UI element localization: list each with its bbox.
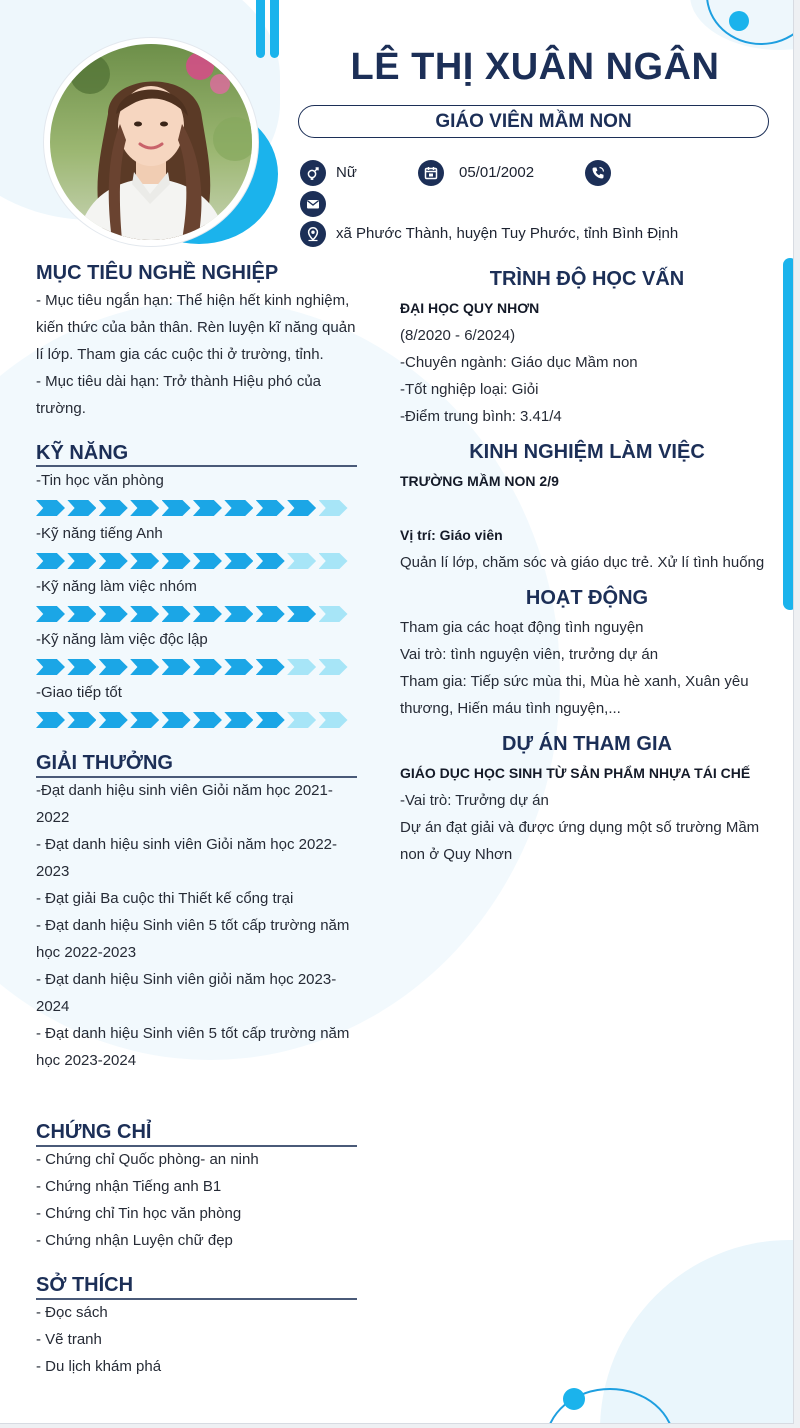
skill-chevron [224, 659, 253, 675]
activity-line: thương, Hiến máu tình nguyện,... [400, 700, 621, 717]
skill-chevron [36, 712, 65, 728]
skill-chevron [99, 659, 128, 675]
decor-ring [706, 0, 794, 45]
decor-dot [729, 11, 749, 31]
spacer [400, 495, 774, 522]
activity-line: Tham gia: Tiếp sức mùa thi, Mùa hè xanh, Xuân yêu [400, 673, 749, 690]
skill-chevron [67, 659, 96, 675]
education-line: -Chuyên ngành: Giáo dục Mầm non [400, 354, 638, 371]
skill-chevron [36, 659, 65, 675]
activities-text [400, 614, 774, 722]
role-line: Vị trí: Giáo viên [400, 527, 503, 543]
awards-title: GIẢI THƯỞNG [36, 752, 173, 774]
skill-chevron [99, 553, 128, 569]
award-line: - Đạt danh hiệu Sinh viên 5 tốt cấp trường năm [36, 917, 350, 934]
hobby-line: - Vẽ tranh [36, 1331, 102, 1348]
skill-label: -Tin học văn phòng [36, 472, 164, 489]
skill-chevron [36, 606, 65, 622]
skill-chevron [319, 553, 348, 569]
skill-chevron [224, 553, 253, 569]
gender-value: Nữ [336, 164, 357, 181]
location-icon [300, 221, 326, 247]
skill-chevron [130, 606, 159, 622]
award-line: 2024 [36, 998, 70, 1015]
profile-photo [50, 44, 252, 240]
objective-title: MỤC TIÊU NGHỀ NGHIỆP [36, 262, 279, 284]
education-line: -Tốt nghiệp loại: Giỏi [400, 381, 539, 398]
award-line: - Đạt danh hiệu Sinh viên 5 tốt cấp trường năm [36, 1025, 350, 1042]
projects-title: DỰ ÁN THAM GIA [502, 733, 672, 755]
skill-bar [36, 712, 350, 728]
skill-chevron [130, 500, 159, 516]
skill-chevron [67, 712, 96, 728]
certificate-line: - Chứng nhận Tiếng anh B1 [36, 1178, 222, 1195]
skill-label: -Kỹ năng làm việc độc lập [36, 631, 208, 648]
objective-text [36, 287, 357, 422]
objective-line: - Mục tiêu dài hạn: Trở thành Hiệu phó của [36, 373, 321, 390]
skill-chevron [256, 712, 285, 728]
hobby-line: - Du lịch khám phá [36, 1358, 162, 1375]
award-line: 2023 [36, 863, 70, 880]
skill-bar [36, 659, 350, 675]
experience-title: KINH NGHIỆM LÀM VIỆC [469, 441, 705, 463]
school-name: ĐẠI HỌC QUY NHƠN [400, 300, 540, 316]
hobbies-title: SỞ THÍCH [36, 1274, 134, 1296]
award-line: - Đạt danh hiệu Sinh viên giỏi năm học 2023- [36, 971, 337, 988]
skill-chevron [36, 553, 65, 569]
award-line: - Đạt danh hiệu sinh viên Giỏi năm học 2022- [36, 836, 338, 853]
email-icon [300, 191, 326, 217]
hobby-line: - Đọc sách [36, 1304, 108, 1321]
phone-icon [585, 160, 611, 186]
certificates-list [36, 1146, 357, 1254]
skill-chevron [162, 712, 191, 728]
skill-chevron [319, 500, 348, 516]
decor-bar [256, 0, 265, 58]
decor-dot [563, 1388, 585, 1410]
skill-chevron [36, 500, 65, 516]
project-line: Dự án đạt giải và được ứng dụng một số trường Mầm [400, 819, 760, 836]
avatar [44, 38, 258, 246]
skill-chevron [256, 606, 285, 622]
education-text [400, 295, 774, 430]
education-line: -Điểm trung bình: 3.41/4 [400, 408, 562, 425]
skill-chevron [193, 659, 222, 675]
skill-chevron [162, 500, 191, 516]
award-line: -Đạt danh hiệu sinh viên Giỏi năm học 2021- [36, 782, 333, 799]
skill-chevron [287, 553, 316, 569]
skill-chevron [162, 553, 191, 569]
skill-chevron [256, 500, 285, 516]
skill-label: -Kỹ năng tiếng Anh [36, 525, 163, 542]
awards-list [36, 777, 357, 1074]
skill-chevron [319, 712, 348, 728]
candidate-name: LÊ THỊ XUÂN NGÂN [350, 46, 720, 88]
certificates-title: CHỨNG CHỈ [36, 1121, 152, 1143]
skills-title: KỸ NĂNG [36, 442, 129, 464]
skill-chevron [99, 606, 128, 622]
education-line: (8/2020 - 6/2024) [400, 327, 516, 344]
skill-chevron [287, 712, 316, 728]
skill-chevron [287, 659, 316, 675]
activity-line: Vai trò: tình nguyện viên, trưởng dự án [400, 646, 659, 663]
hobbies-list [36, 1299, 357, 1380]
job-title-pill: GIÁO VIÊN MẦM NON [298, 105, 769, 138]
skill-chevron [193, 606, 222, 622]
projects-text [400, 760, 774, 868]
decor-side-tab [783, 258, 794, 610]
award-line: học 2023-2024 [36, 1052, 137, 1069]
skill-chevron [224, 606, 253, 622]
skill-chevron [224, 712, 253, 728]
skill-chevron [67, 500, 96, 516]
activities-title: HOẠT ĐỘNG [525, 587, 649, 609]
experience-text [400, 468, 774, 576]
skill-chevron [319, 606, 348, 622]
objective-line: lí lớp. Tham gia các cuộc thi ở trường, tỉnh. [36, 346, 324, 363]
objective-line: trường. [36, 400, 86, 417]
skill-chevron [256, 553, 285, 569]
skill-chevron [130, 712, 159, 728]
skill-chevron [162, 659, 191, 675]
skill-chevron [130, 553, 159, 569]
objective-line: kiến thức của bản thân. Rèn luyện kĩ năng quản [36, 319, 356, 336]
company-name: TRƯỜNG MẦM NON 2/9 [400, 473, 559, 489]
decor-bar [270, 0, 279, 58]
address-value: xã Phước Thành, huyện Tuy Phước, tỉnh Bình Định [336, 225, 679, 242]
calendar-icon [418, 160, 444, 186]
skill-chevron [193, 500, 222, 516]
objective-line: - Mục tiêu ngắn hạn: Thể hiện hết kinh nghiệm, [36, 292, 350, 309]
skill-chevron [224, 500, 253, 516]
skill-chevron [162, 606, 191, 622]
skill-label: -Giao tiếp tốt [36, 684, 122, 701]
skill-chevron [287, 606, 316, 622]
skill-chevron [256, 659, 285, 675]
skill-chevron [319, 659, 348, 675]
skill-chevron [99, 500, 128, 516]
gender-icon [300, 160, 326, 186]
activity-line: Tham gia các hoạt động tình nguyện [400, 619, 644, 636]
education-title: TRÌNH ĐỘ HỌC VẤN [489, 268, 685, 290]
skill-chevron [287, 500, 316, 516]
skill-chevron [67, 606, 96, 622]
certificate-line: - Chứng chỉ Tin học văn phòng [36, 1205, 242, 1222]
award-line: học 2022-2023 [36, 944, 137, 961]
section-divider [36, 465, 357, 467]
birthday-value: 05/01/2002 [459, 164, 535, 181]
award-line: 2022 [36, 809, 70, 826]
project-line: -Vai trò: Trưởng dự án [400, 792, 549, 809]
project-line: non ở Quy Nhơn [400, 846, 513, 863]
skill-label: -Kỹ năng làm việc nhóm [36, 578, 197, 595]
skill-bar [36, 606, 350, 622]
certificate-line: - Chứng chỉ Quốc phòng- an ninh [36, 1151, 259, 1168]
skill-chevron [99, 712, 128, 728]
skill-chevron [193, 553, 222, 569]
certificate-line: - Chứng nhận Luyện chữ đẹp [36, 1232, 233, 1249]
skill-chevron [67, 553, 96, 569]
skill-chevron [130, 659, 159, 675]
skill-bar [36, 500, 350, 516]
experience-description: Quản lí lớp, chăm sóc và giáo dục trẻ. Xử lí tình huống [400, 554, 765, 571]
award-line: - Đạt giải Ba cuộc thi Thiết kế cổng trại [36, 890, 294, 907]
skill-chevron [193, 712, 222, 728]
skill-bar [36, 553, 350, 569]
project-name: GIÁO DỤC HỌC SINH TỪ SẢN PHẨM NHỰA TÁI CHẾ [400, 765, 751, 781]
